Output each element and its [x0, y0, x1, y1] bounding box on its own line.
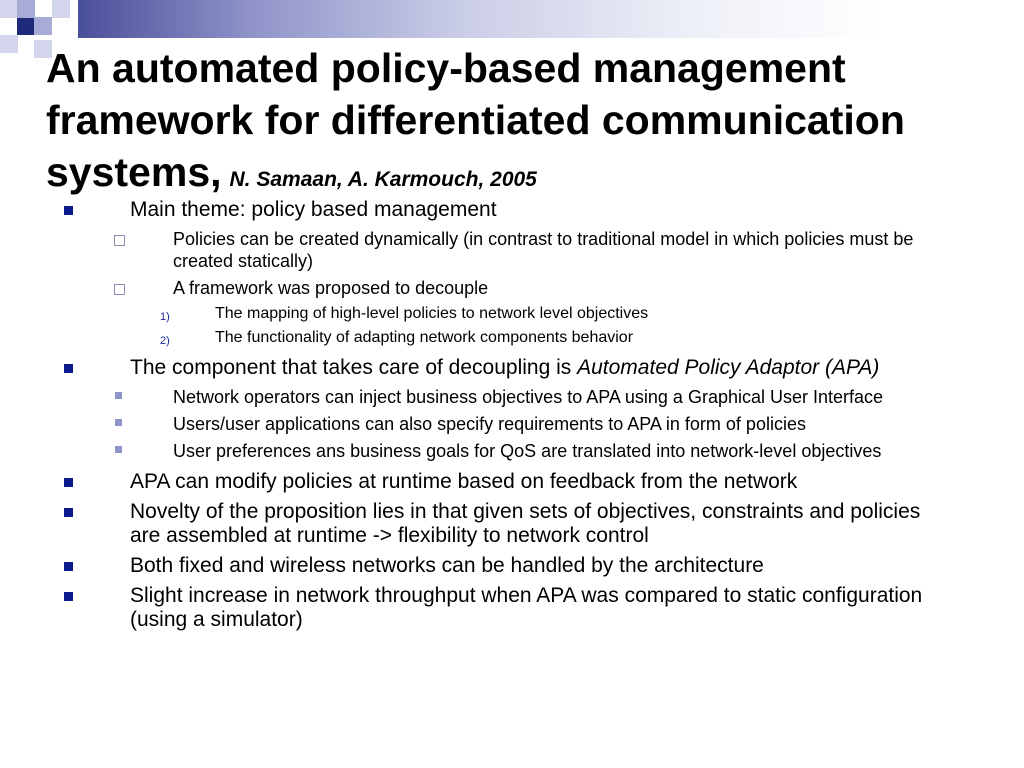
bullet-text: APA can modify policies at runtime based on feedback from the network	[130, 470, 798, 493]
title-text: An automated policy-based management framework for differentiated communication systems,	[46, 45, 905, 195]
sub-bullet-item	[0, 440, 1024, 462]
square-bullet-icon	[64, 206, 73, 215]
sub-bullet-item	[0, 228, 1024, 272]
deco-square	[52, 0, 70, 18]
bullet-item	[0, 554, 1024, 578]
numbered-item	[0, 328, 1024, 348]
filled-square-bullet-icon	[115, 392, 122, 399]
deco-square	[17, 0, 35, 18]
sub-bullet-text: User preferences ans business goals for QoS are translated into network-level objectives	[173, 441, 882, 461]
item-number: 1)	[160, 311, 170, 323]
sub-bullet-text: Policies can be created dynamically (in contrast to traditional model in which policies must be created statically)	[173, 229, 914, 271]
square-bullet-icon	[64, 478, 73, 487]
bullet-text: Slight increase in network throughput when APA was compared to static configuration (using a simulator)	[130, 584, 923, 631]
deco-square	[0, 35, 18, 53]
hollow-square-bullet-icon	[114, 284, 125, 295]
square-bullet-icon	[64, 592, 73, 601]
square-bullet-icon	[64, 364, 73, 373]
slide-title	[46, 42, 996, 206]
deco-square	[0, 0, 18, 18]
numbered-item	[0, 304, 1024, 324]
bullet-item	[0, 470, 1024, 494]
sub-bullet-text: A framework was proposed to decouple	[173, 278, 489, 298]
bullet-text: Novelty of the proposition lies in that given sets of objectives, constraints and policies are assembled at runtime -> flexibility to network control	[130, 500, 921, 547]
sub-bullet-item	[0, 386, 1024, 408]
bullet-item	[0, 356, 1024, 380]
bullet-item	[0, 198, 1024, 222]
bullet-text-italic: Automated Policy Adaptor (APA)	[577, 356, 880, 379]
bullet-text: Main theme: policy based management	[130, 198, 497, 221]
numbered-text: The mapping of high-level policies to network level objectives	[215, 305, 649, 322]
bullet-item	[0, 500, 1024, 548]
numbered-text: The functionality of adapting network components behavior	[215, 329, 634, 346]
filled-square-bullet-icon	[115, 446, 122, 453]
sub-bullet-item	[0, 413, 1024, 435]
title-authors: N. Samaan, A. Karmouch, 2005	[229, 168, 537, 191]
sub-bullet-item	[0, 277, 1024, 299]
sub-bullet-text: Users/user applications can also specify requirements to APA in form of policies	[173, 414, 806, 434]
bullet-text: The component that takes care of decoupling is	[130, 356, 578, 379]
sub-bullet-text: Network operators can inject business objectives to APA using a Graphical User Interface	[173, 387, 884, 407]
square-bullet-icon	[64, 562, 73, 571]
item-number: 2)	[160, 335, 170, 347]
filled-square-bullet-icon	[115, 419, 122, 426]
deco-square	[17, 17, 35, 35]
bullet-list	[0, 198, 1024, 638]
header-gradient-bar	[78, 0, 1024, 38]
hollow-square-bullet-icon	[114, 235, 125, 246]
square-bullet-icon	[64, 508, 73, 517]
deco-square	[34, 17, 52, 35]
bullet-text: Both fixed and wireless networks can be handled by the architecture	[130, 554, 764, 577]
bullet-item	[0, 584, 1024, 632]
